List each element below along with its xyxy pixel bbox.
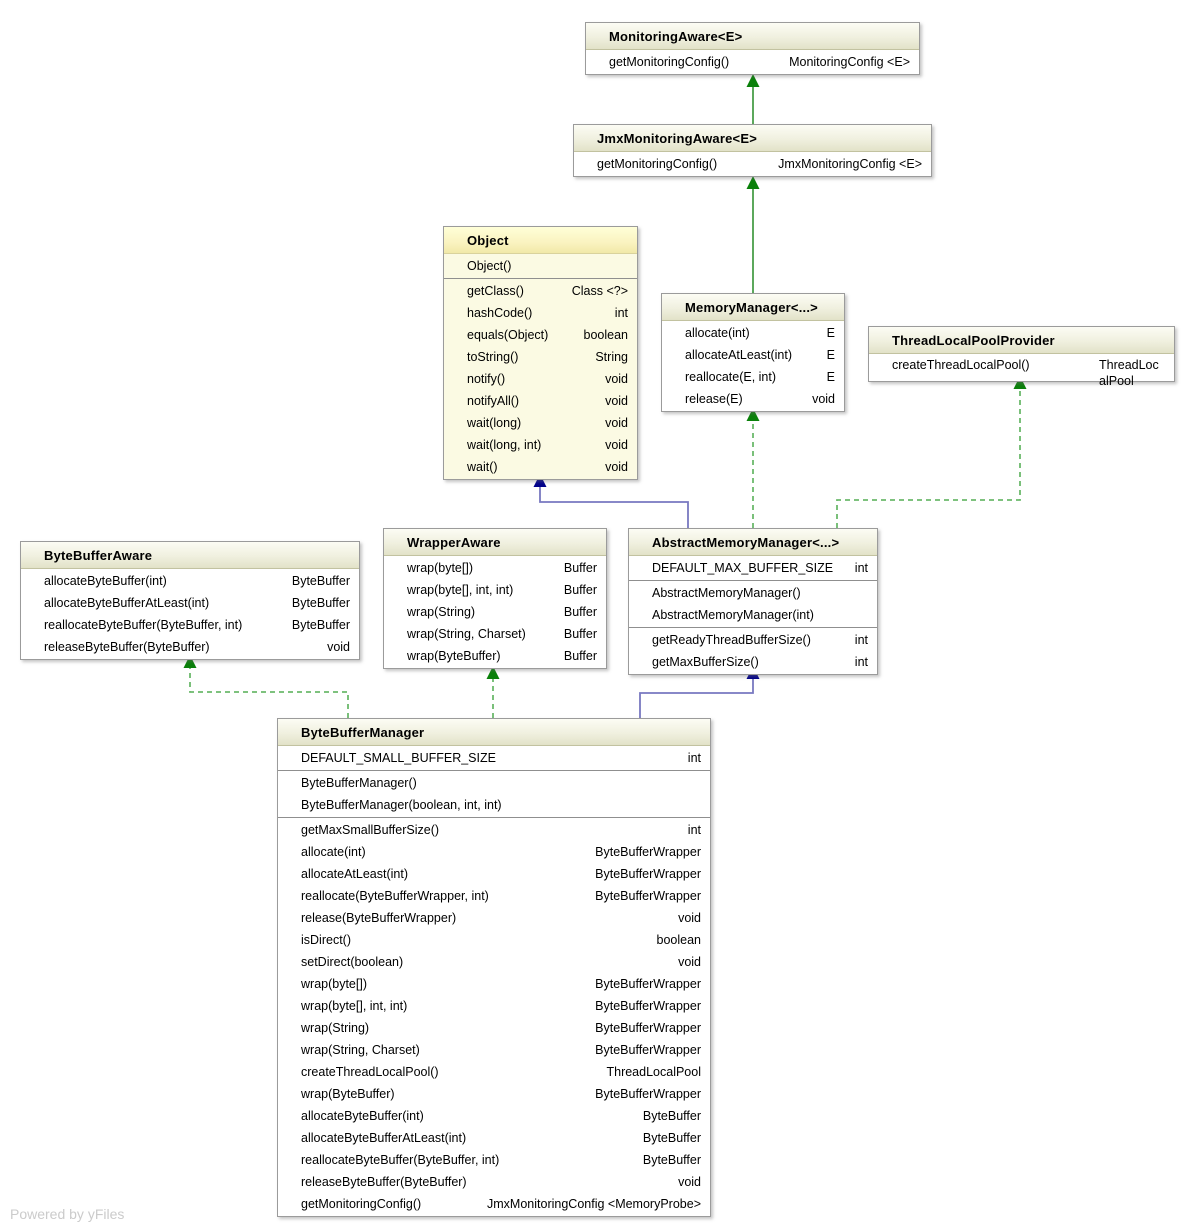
member-name: getMaxSmallBufferSize(): [301, 823, 440, 837]
member-compartment: [384, 556, 606, 668]
member-row: [444, 434, 637, 456]
member-name: getReadyThreadBufferSize(): [652, 633, 811, 647]
member-row: [278, 929, 710, 951]
member-compartment: [278, 770, 710, 817]
member-return-type: ByteBufferWrapper: [595, 867, 701, 881]
member-row: [278, 1127, 710, 1149]
member-return-type: Class <?>: [571, 284, 628, 298]
member-row: [278, 951, 710, 973]
member-name: equals(Object): [467, 328, 549, 342]
member-row: [384, 601, 606, 623]
member-row: [278, 819, 710, 841]
member-row: [278, 1105, 710, 1127]
member-return-type: void: [327, 640, 350, 654]
member-name: ByteBufferManager(): [301, 776, 417, 790]
member-row: [629, 582, 877, 604]
member-return-type: ByteBufferWrapper: [595, 977, 701, 991]
member-name: release(ByteBufferWrapper): [301, 911, 457, 925]
member-compartment: [586, 50, 919, 74]
member-name: wrap(byte[]): [301, 977, 367, 991]
member-compartment: [444, 278, 637, 479]
member-name: release(E): [685, 392, 743, 406]
member-row: [21, 592, 359, 614]
member-name: allocate(int): [301, 845, 366, 859]
member-name: allocateByteBuffer(int): [301, 1109, 424, 1123]
member-name: createThreadLocalPool(): [301, 1065, 439, 1079]
member-return-type: ByteBufferWrapper: [595, 845, 701, 859]
inheritance-edge-abstractmemorymanager-extends-object: [534, 474, 689, 528]
member-row: [574, 153, 931, 175]
member-return-type: ByteBufferWrapper: [595, 999, 701, 1013]
member-compartment: [278, 746, 710, 770]
class-box-object[interactable]: [443, 226, 638, 480]
member-name: notifyAll(): [467, 394, 520, 408]
class-box-jmx-monitoring-aware[interactable]: [573, 124, 932, 177]
member-name: wrap(ByteBuffer): [301, 1087, 395, 1101]
member-compartment: [574, 152, 931, 176]
member-name: setDirect(boolean): [301, 955, 404, 969]
arrowhead-triangle-icon: [747, 74, 760, 87]
member-return-type: ThreadLocalPool: [1099, 358, 1159, 388]
member-compartment: [662, 321, 844, 411]
member-return-type: ByteBuffer: [642, 1109, 701, 1123]
class-title-object: Object: [444, 227, 637, 254]
member-return-type: int: [854, 655, 868, 669]
member-name: reallocate(ByteBufferWrapper, int): [301, 889, 489, 903]
member-row: [278, 1017, 710, 1039]
class-box-abstract-memory-manager[interactable]: [628, 528, 878, 675]
member-row: [662, 388, 844, 410]
member-name: wrap(byte[]): [407, 561, 473, 575]
member-row: [278, 907, 710, 929]
member-return-type: ThreadLocalPool: [606, 1065, 701, 1079]
member-name: allocate(int): [685, 326, 750, 340]
member-return-type: Buffer: [563, 583, 597, 597]
member-name: wait(): [467, 460, 498, 474]
member-name: notify(): [467, 372, 506, 386]
member-row: [444, 324, 637, 346]
member-row: [444, 368, 637, 390]
member-name: getMonitoringConfig(): [597, 157, 718, 171]
member-row: [278, 841, 710, 863]
member-return-type: ByteBuffer: [291, 618, 350, 632]
member-return-type: int: [687, 751, 701, 765]
member-return-type: ByteBufferWrapper: [595, 1021, 701, 1035]
member-row: [384, 557, 606, 579]
class-box-memory-manager[interactable]: [661, 293, 845, 412]
member-return-type: Buffer: [563, 649, 597, 663]
member-return-type: int: [687, 823, 701, 837]
member-return-type: void: [605, 394, 628, 408]
member-row: [444, 280, 637, 302]
member-row: [662, 322, 844, 344]
member-return-type: Buffer: [563, 605, 597, 619]
member-name: DEFAULT_SMALL_BUFFER_SIZE: [301, 751, 496, 765]
member-name: AbstractMemoryManager(int): [652, 608, 814, 622]
member-return-type: void: [605, 372, 628, 386]
member-name: allocateByteBufferAtLeast(int): [301, 1131, 467, 1145]
member-return-type: E: [826, 370, 835, 384]
member-row: [444, 255, 637, 277]
member-name: reallocateByteBuffer(ByteBuffer, int): [44, 618, 243, 632]
member-name: wrap(String, Charset): [407, 627, 526, 641]
member-compartment: [629, 556, 877, 580]
member-return-type: String: [595, 350, 628, 364]
member-compartment: [444, 254, 637, 278]
member-return-type: int: [614, 306, 628, 320]
member-return-type: void: [605, 460, 628, 474]
inheritance-edge-bytebuffermanager-implements-bytebufferaware: [184, 655, 349, 718]
member-name: allocateAtLeast(int): [685, 348, 793, 362]
member-row: [21, 636, 359, 658]
member-row: [384, 623, 606, 645]
member-row: [278, 747, 710, 769]
member-name: wrap(byte[], int, int): [301, 999, 408, 1013]
member-name: wrap(ByteBuffer): [407, 649, 501, 663]
member-return-type: Buffer: [563, 627, 597, 641]
member-return-type: void: [678, 911, 701, 925]
class-title-monitoring-aware: MonitoringAware<E>: [586, 23, 919, 50]
inheritance-edge-jmxmonitoringaware-extends-monitoringaware: [747, 74, 760, 124]
class-box-byte-buffer-manager[interactable]: [277, 718, 711, 1217]
member-compartment: [21, 569, 359, 659]
member-row: [869, 355, 1174, 388]
member-return-type: MonitoringConfig <E>: [789, 55, 910, 69]
member-row: [629, 557, 877, 579]
member-name: isDirect(): [301, 933, 351, 947]
inheritance-edge-abstractmemorymanager-implements-memorymanager: [747, 408, 760, 528]
member-row: [384, 645, 606, 667]
arrowhead-triangle-icon: [747, 176, 760, 189]
member-return-type: ByteBufferWrapper: [595, 889, 701, 903]
member-name: wrap(String, Charset): [301, 1043, 420, 1057]
member-return-type: ByteBufferWrapper: [595, 1087, 701, 1101]
member-return-type: ByteBuffer: [291, 574, 350, 588]
class-title-byte-buffer-aware: ByteBufferAware: [21, 542, 359, 569]
member-return-type: ByteBuffer: [291, 596, 350, 610]
member-row: [278, 885, 710, 907]
member-name: releaseByteBuffer(ByteBuffer): [301, 1175, 467, 1189]
member-compartment: [629, 580, 877, 627]
class-box-byte-buffer-aware[interactable]: [20, 541, 360, 660]
member-return-type: int: [854, 561, 868, 575]
member-return-type: ByteBufferWrapper: [595, 1043, 701, 1057]
member-name: wait(long, int): [467, 438, 542, 452]
member-name: hashCode(): [467, 306, 533, 320]
inheritance-edge-memorymanager-extends-jmxmonitoringaware: [747, 176, 760, 293]
member-row: [278, 794, 710, 816]
member-name: getMaxBufferSize(): [652, 655, 759, 669]
member-row: [662, 366, 844, 388]
class-title-byte-buffer-manager: ByteBufferManager: [278, 719, 710, 746]
member-row: [586, 51, 919, 73]
member-name: allocateAtLeast(int): [301, 867, 409, 881]
member-return-type: JmxMonitoringConfig <E>: [778, 157, 922, 171]
class-title-memory-manager: MemoryManager<...>: [662, 294, 844, 321]
member-name: reallocateByteBuffer(ByteBuffer, int): [301, 1153, 500, 1167]
member-name: wait(long): [467, 416, 522, 430]
member-name: wrap(byte[], int, int): [407, 583, 514, 597]
member-return-type: void: [678, 1175, 701, 1189]
member-row: [444, 456, 637, 478]
member-row: [444, 302, 637, 324]
member-name: allocateByteBufferAtLeast(int): [44, 596, 210, 610]
member-return-type: JmxMonitoringConfig <MemoryProbe>: [487, 1197, 701, 1211]
member-row: [278, 1083, 710, 1105]
member-name: allocateByteBuffer(int): [44, 574, 167, 588]
member-name: toString(): [467, 350, 519, 364]
member-row: [278, 1171, 710, 1193]
member-return-type: boolean: [656, 933, 701, 947]
member-row: [278, 863, 710, 885]
inheritance-edge-bytebuffermanager-implements-wrapperaware: [487, 666, 500, 718]
member-compartment: [869, 354, 1174, 388]
member-row: [444, 346, 637, 368]
member-row: [278, 1061, 710, 1083]
class-title-wrapper-aware: WrapperAware: [384, 529, 606, 556]
class-box-thread-local-pool-provider[interactable]: [868, 326, 1175, 388]
member-return-type: Buffer: [563, 561, 597, 575]
member-row: [278, 973, 710, 995]
member-row: [444, 412, 637, 434]
member-row: [629, 629, 877, 651]
member-return-type: void: [812, 392, 835, 406]
class-title-jmx-monitoring-aware: JmxMonitoringAware<E>: [574, 125, 931, 152]
member-name: reallocate(E, int): [685, 370, 777, 384]
member-return-type: int: [854, 633, 868, 647]
member-name: AbstractMemoryManager(): [652, 586, 801, 600]
member-row: [629, 604, 877, 626]
member-row: [21, 570, 359, 592]
member-name: releaseByteBuffer(ByteBuffer): [44, 640, 210, 654]
member-row: [278, 1039, 710, 1061]
member-name: getClass(): [467, 284, 524, 298]
member-return-type: void: [605, 438, 628, 452]
member-return-type: E: [826, 348, 835, 362]
member-return-type: void: [605, 416, 628, 430]
member-row: [278, 1193, 710, 1215]
member-return-type: ByteBuffer: [642, 1131, 701, 1145]
member-row: [278, 1149, 710, 1171]
member-row: [278, 772, 710, 794]
member-name: wrap(String): [301, 1021, 370, 1035]
member-name: getMonitoringConfig(): [609, 55, 730, 69]
member-name: createThreadLocalPool(): [892, 358, 1030, 372]
member-name: getMonitoringConfig(): [301, 1197, 422, 1211]
member-row: [278, 995, 710, 1017]
inheritance-edge-abstractmemorymanager-implements-threadlocalpoolprovider: [837, 376, 1027, 528]
member-row: [21, 614, 359, 636]
member-row: [444, 390, 637, 412]
yfiles-watermark: Powered by yFiles: [10, 1206, 125, 1222]
member-name: wrap(String): [407, 605, 476, 619]
member-return-type: boolean: [583, 328, 628, 342]
member-name: DEFAULT_MAX_BUFFER_SIZE: [652, 561, 834, 575]
member-compartment: [278, 817, 710, 1216]
member-return-type: E: [826, 326, 835, 340]
member-name: ByteBufferManager(boolean, int, int): [301, 798, 502, 812]
class-title-thread-local-pool-provider: ThreadLocalPoolProvider: [869, 327, 1174, 354]
class-box-wrapper-aware[interactable]: [383, 528, 607, 669]
member-return-type: ByteBuffer: [642, 1153, 701, 1167]
member-row: [384, 579, 606, 601]
member-compartment: [629, 627, 877, 674]
member-return-type: void: [678, 955, 701, 969]
class-title-abstract-memory-manager: AbstractMemoryManager<...>: [629, 529, 877, 556]
member-row: [629, 651, 877, 673]
member-name: Object(): [467, 259, 512, 273]
member-row: [662, 344, 844, 366]
class-box-monitoring-aware[interactable]: [585, 22, 920, 75]
